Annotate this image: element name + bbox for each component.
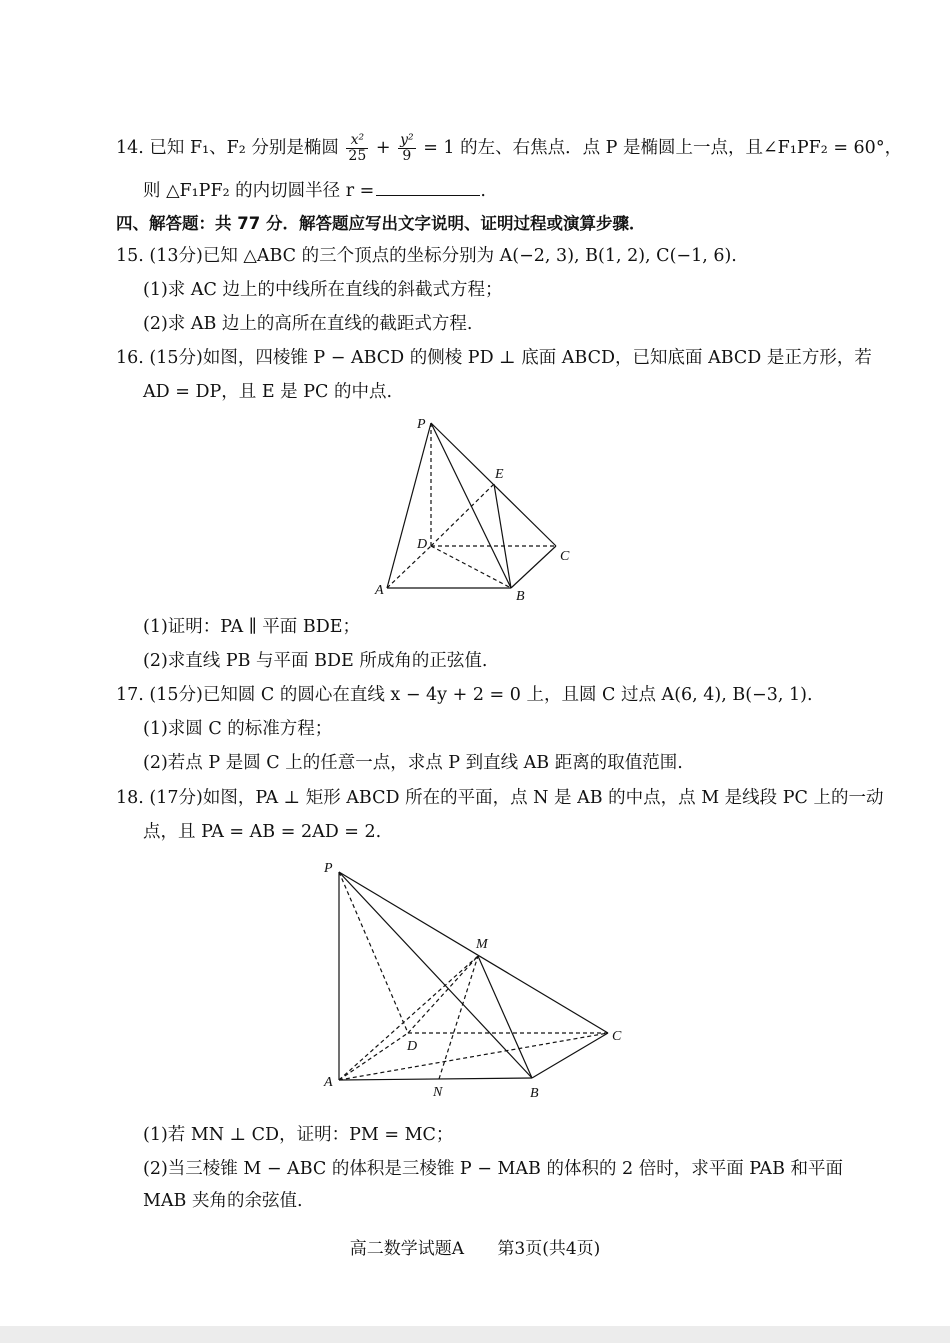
label-C: C (612, 1029, 622, 1044)
label-P: P (324, 861, 333, 876)
q17-part2: (2)若点 P 是圆 C 上的任意一点，求点 P 到直线 AB 距离的取值范围. (143, 753, 683, 773)
q16-part2: (2)求直线 PB 与平面 BDE 所成角的正弦值. (143, 651, 488, 671)
edge-DM (408, 956, 478, 1033)
bottom-band (0, 1326, 950, 1343)
edge-AD (387, 546, 431, 588)
label-A: A (375, 583, 384, 598)
q18-stem-line2: 点，且 PA = AB = 2AD = 2. (143, 822, 382, 842)
q14-line1 (116, 133, 902, 164)
edge-PB (431, 423, 511, 588)
label-B: B (516, 589, 525, 604)
edge-PC (339, 872, 608, 1033)
q17-stem: 17. (15分)已知圆 C 的圆心在直线 x − 4y + 2 = 0 上，且圆 C 过点 A(6, 4), B(−3, 1). (116, 685, 813, 705)
q15-part1: (1)求 AC 边上的中线所在直线的斜截式方程； (143, 280, 503, 300)
q16-stem-line1: 16. (15分)如图，四棱锥 P − ABCD 的侧棱 PD ⊥ 底面 ABCD，已知底面 ABCD 是正方形，若 (116, 348, 872, 368)
label-D: D (407, 1039, 418, 1054)
label-N: N (433, 1085, 443, 1100)
edge-MB (478, 956, 532, 1078)
footer-page-number: 第3页(共4页) (497, 1239, 601, 1259)
edge-PA (387, 423, 431, 588)
label-E: E (495, 467, 504, 482)
label-B: B (530, 1086, 539, 1101)
edge-AB (339, 1078, 532, 1080)
edge-BC (511, 546, 556, 588)
label-M: M (476, 937, 488, 952)
q18-stem-line1: 18. (17分)如图，PA ⊥ 矩形 ABCD 所在的平面，点 N 是 AB 的中点，点 M 是线段 PC 上的一动 (116, 788, 884, 808)
edge-PB (339, 872, 532, 1078)
label-D: D (417, 537, 428, 552)
edge-AD (339, 1033, 408, 1080)
q17-part1: (1)求圆 C 的标准方程； (143, 719, 333, 739)
q15-part2: (2)求 AB 边上的高所在直线的截距式方程. (143, 314, 473, 334)
figure-pyramid-1 (370, 410, 580, 605)
q14-line2: 则 △F₁PF₂ 的内切圆半径 r = . (143, 181, 486, 201)
q15-stem: 15. (13分)已知 △ABC 的三个顶点的坐标分别为 A(−2, 3), B(1, 2), C(−1, 6). (116, 246, 737, 266)
section-4-heading: 四、解答题：共 77 分．解答题应写出文字说明、证明过程或演算步骤． (116, 214, 646, 233)
q18-part2-line2: MAB 夹角的余弦值. (143, 1191, 303, 1211)
q18-part1: (1)若 MN ⊥ CD，证明：PM = MC； (143, 1125, 454, 1145)
edge-DE (431, 484, 494, 546)
plus-sign: + (375, 138, 391, 158)
edge-DB (431, 546, 511, 588)
q14-text-b: = 1 的左、右焦点．点 P 是椭圆上一点，且∠F₁PF₂ = 60°， (423, 138, 903, 158)
edge-AM (339, 956, 478, 1080)
edge-PD (339, 872, 408, 1033)
q16-stem-line2: AD = DP，且 E 是 PC 的中点. (143, 382, 393, 402)
q18-part2-line1: (2)当三棱锥 M − ABC 的体积是三棱锥 P − MAB 的体积的 2 倍时，求平面 PAB 和平面 (143, 1159, 843, 1179)
page-footer (0, 1234, 950, 1259)
q14-text-a: 14. 已知 F₁、F₂ 分别是椭圆 (116, 138, 339, 158)
q16-part1: (1)证明：PA ∥ 平面 BDE； (143, 617, 361, 637)
answer-blank[interactable] (376, 179, 480, 196)
edge-NM (439, 956, 478, 1079)
figure-pyramid-2 (318, 852, 633, 1102)
fraction-x2-25: $\frac{\text{x²}}{25}$ (348, 132, 367, 164)
label-A: A (324, 1075, 333, 1090)
label-P: P (417, 417, 426, 432)
footer-exam-title: 高二数学试题A (349, 1239, 464, 1259)
label-C: C (560, 549, 570, 564)
fraction-y2-9: $\frac{\text{y²}}{9}$ (400, 132, 414, 164)
